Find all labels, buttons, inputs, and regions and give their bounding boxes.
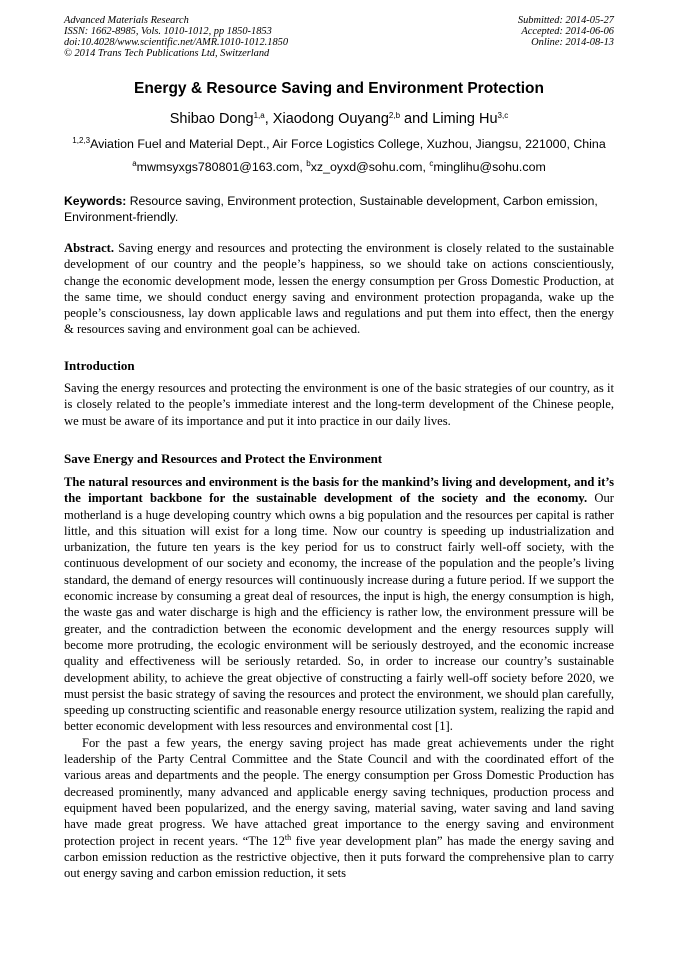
paragraph-1-text: Our motherland is a huge developing country which owns a big population and the resources per capital is rather little, and this situation will exist for a long time. Now our country is speeding up industrialization and urbanization, the future ten years is the key period for us to construct fairly well-off society, with the continuous development of our society and economy, the increase of the population and the people’s living standard, the demand of energy resources will continuously increase during a future period. If we support the economic increase by consuming a great deal of resources, the input is high, the energy consumption is high, the waste gas and water discharge is high and the efficiency is rather low, the environment pressure will be greater, and the contradiction between the economic development and the energy resources supply will become more protruding, the ecologic environment will be seriously destroyed, and the economic increase quality and effectiveness will be seriously retarded. So, in order to increase our country’s sustainable development ability, to achieve the great objective of constructing a fairly well-off society before 2020, we must persist the basic strategy of saving the resources and protect the environment, we should plan carefully, speeding up constructing scientific and reasonable energy resource utilization system, realizing the rapid and better economic development with less resources and environmental cost [1]. xyxy=(64,491,614,734)
doi-line: doi:10.4028/www.scientific.net/AMR.1010-1012.1850 xyxy=(64,37,289,48)
abstract xyxy=(64,240,614,338)
section-paragraph-1 xyxy=(64,474,614,735)
author-sep-1: , xyxy=(264,111,273,127)
author-2: Xiaodong Ouyang xyxy=(272,111,389,127)
author-emails xyxy=(0,160,678,174)
affiliation xyxy=(0,137,678,151)
section-heading: Save Energy and Resources and Protect the Environment xyxy=(64,451,383,466)
issn-line: ISSN: 1662-8985, Vols. 1010-1012, pp 1850-1853 xyxy=(64,26,272,37)
author-3: Liming Hu xyxy=(432,111,498,127)
author-1: Shibao Dong xyxy=(169,111,254,127)
online-date: Online: 2014-08-13 xyxy=(531,37,614,48)
journal-header xyxy=(64,15,288,59)
section-paragraph-2 xyxy=(64,735,614,882)
email-b: xz_oyxd@sohu.com, xyxy=(310,160,430,174)
keywords-text: Resource saving, Environment protection, Sustainable development, Carbon emission, Environment-friendly. xyxy=(64,194,598,224)
email-b-sup: b xyxy=(306,159,311,168)
section-body xyxy=(64,474,614,881)
email-c: minglihu@sohu.com xyxy=(433,160,546,174)
affiliation-sup: 1,2,3 xyxy=(72,136,91,145)
paper-title: Energy & Resource Saving and Environment Protection xyxy=(134,80,544,97)
ordinal-sup: th xyxy=(284,832,292,842)
submitted-date: Submitted: 2014-05-27 xyxy=(517,15,614,26)
email-c-sup: c xyxy=(429,159,434,168)
journal-name: Advanced Materials Research xyxy=(64,15,189,26)
keywords xyxy=(64,194,614,225)
paragraph-2-text-b: five year development plan” has made the energy saving and carbon emission reduction as the restrictive objective, then it puts forward the comprehensive plan to carry out energy saving and carbon emission reduction, it sets xyxy=(64,833,614,881)
email-a-sup: a xyxy=(132,159,137,168)
introduction-paragraph: Saving the energy resources and protecting the environment is one of the basic strategies of our country, as it is closely related to the people’s immediate interest and the long-term development of the Chinese people, we must be aware of its importance and put it into practice in our daily lives. xyxy=(64,381,614,428)
author-sep-2: and xyxy=(400,111,433,127)
author-1-sup: 1,a xyxy=(253,111,265,120)
author-2-sup: 2,b xyxy=(388,111,401,120)
introduction-heading: Introduction xyxy=(64,358,135,373)
email-a: mwmsyxgs780801@163.com, xyxy=(136,160,307,174)
accepted-date: Accepted: 2014-06-06 xyxy=(521,26,614,37)
author-list xyxy=(0,111,678,127)
bold-lead: The natural resources and environment is the basis for the mankind’s living and development, and it’s the important backbone for the sustainable development of the society and the economy. xyxy=(64,475,614,506)
abstract-label: Abstract. xyxy=(64,241,115,255)
dates-header xyxy=(518,15,614,48)
abstract-text: Saving energy and resources and protecting the environment is closely related to the sustainable development of our country and the people’s happiness, so we should take on actions conscientiously, change the economic development mode, lessen the energy consumption per Gross Domestic Production, at the same time, we should conduct energy saving and environment protection propaganda, wake up the people’s consciousness, lay down applicable laws and regulations and put them into effect, then the energy & resources saving and environment goal can be achieved. xyxy=(64,241,614,337)
keywords-label: Keywords: xyxy=(64,194,127,208)
affiliation-text: Aviation Fuel and Material Dept., Air Force Logistics College, Xuzhou, Jiangsu, 221000, China xyxy=(90,137,606,151)
copyright-line: © 2014 Trans Tech Publications Ltd, Switzerland xyxy=(64,48,270,59)
paragraph-2-text-a: For the past a few years, the energy saving project has made great achievements under the right leadership of the Party Central Committee and the State Council and with the coordinated effort of the various areas and departments and the people. The energy consumption per Gross Domestic Production has decreased prominently, many advanced and applicable energy saving techniques, production process and equipment haved been popularized, and the energy saving, material saving, water saving and land saving have made great progress. We have attached great importance to the energy saving and environment protection project in recent years. “The 12 xyxy=(64,735,614,848)
author-3-sup: 3,c xyxy=(497,111,509,120)
